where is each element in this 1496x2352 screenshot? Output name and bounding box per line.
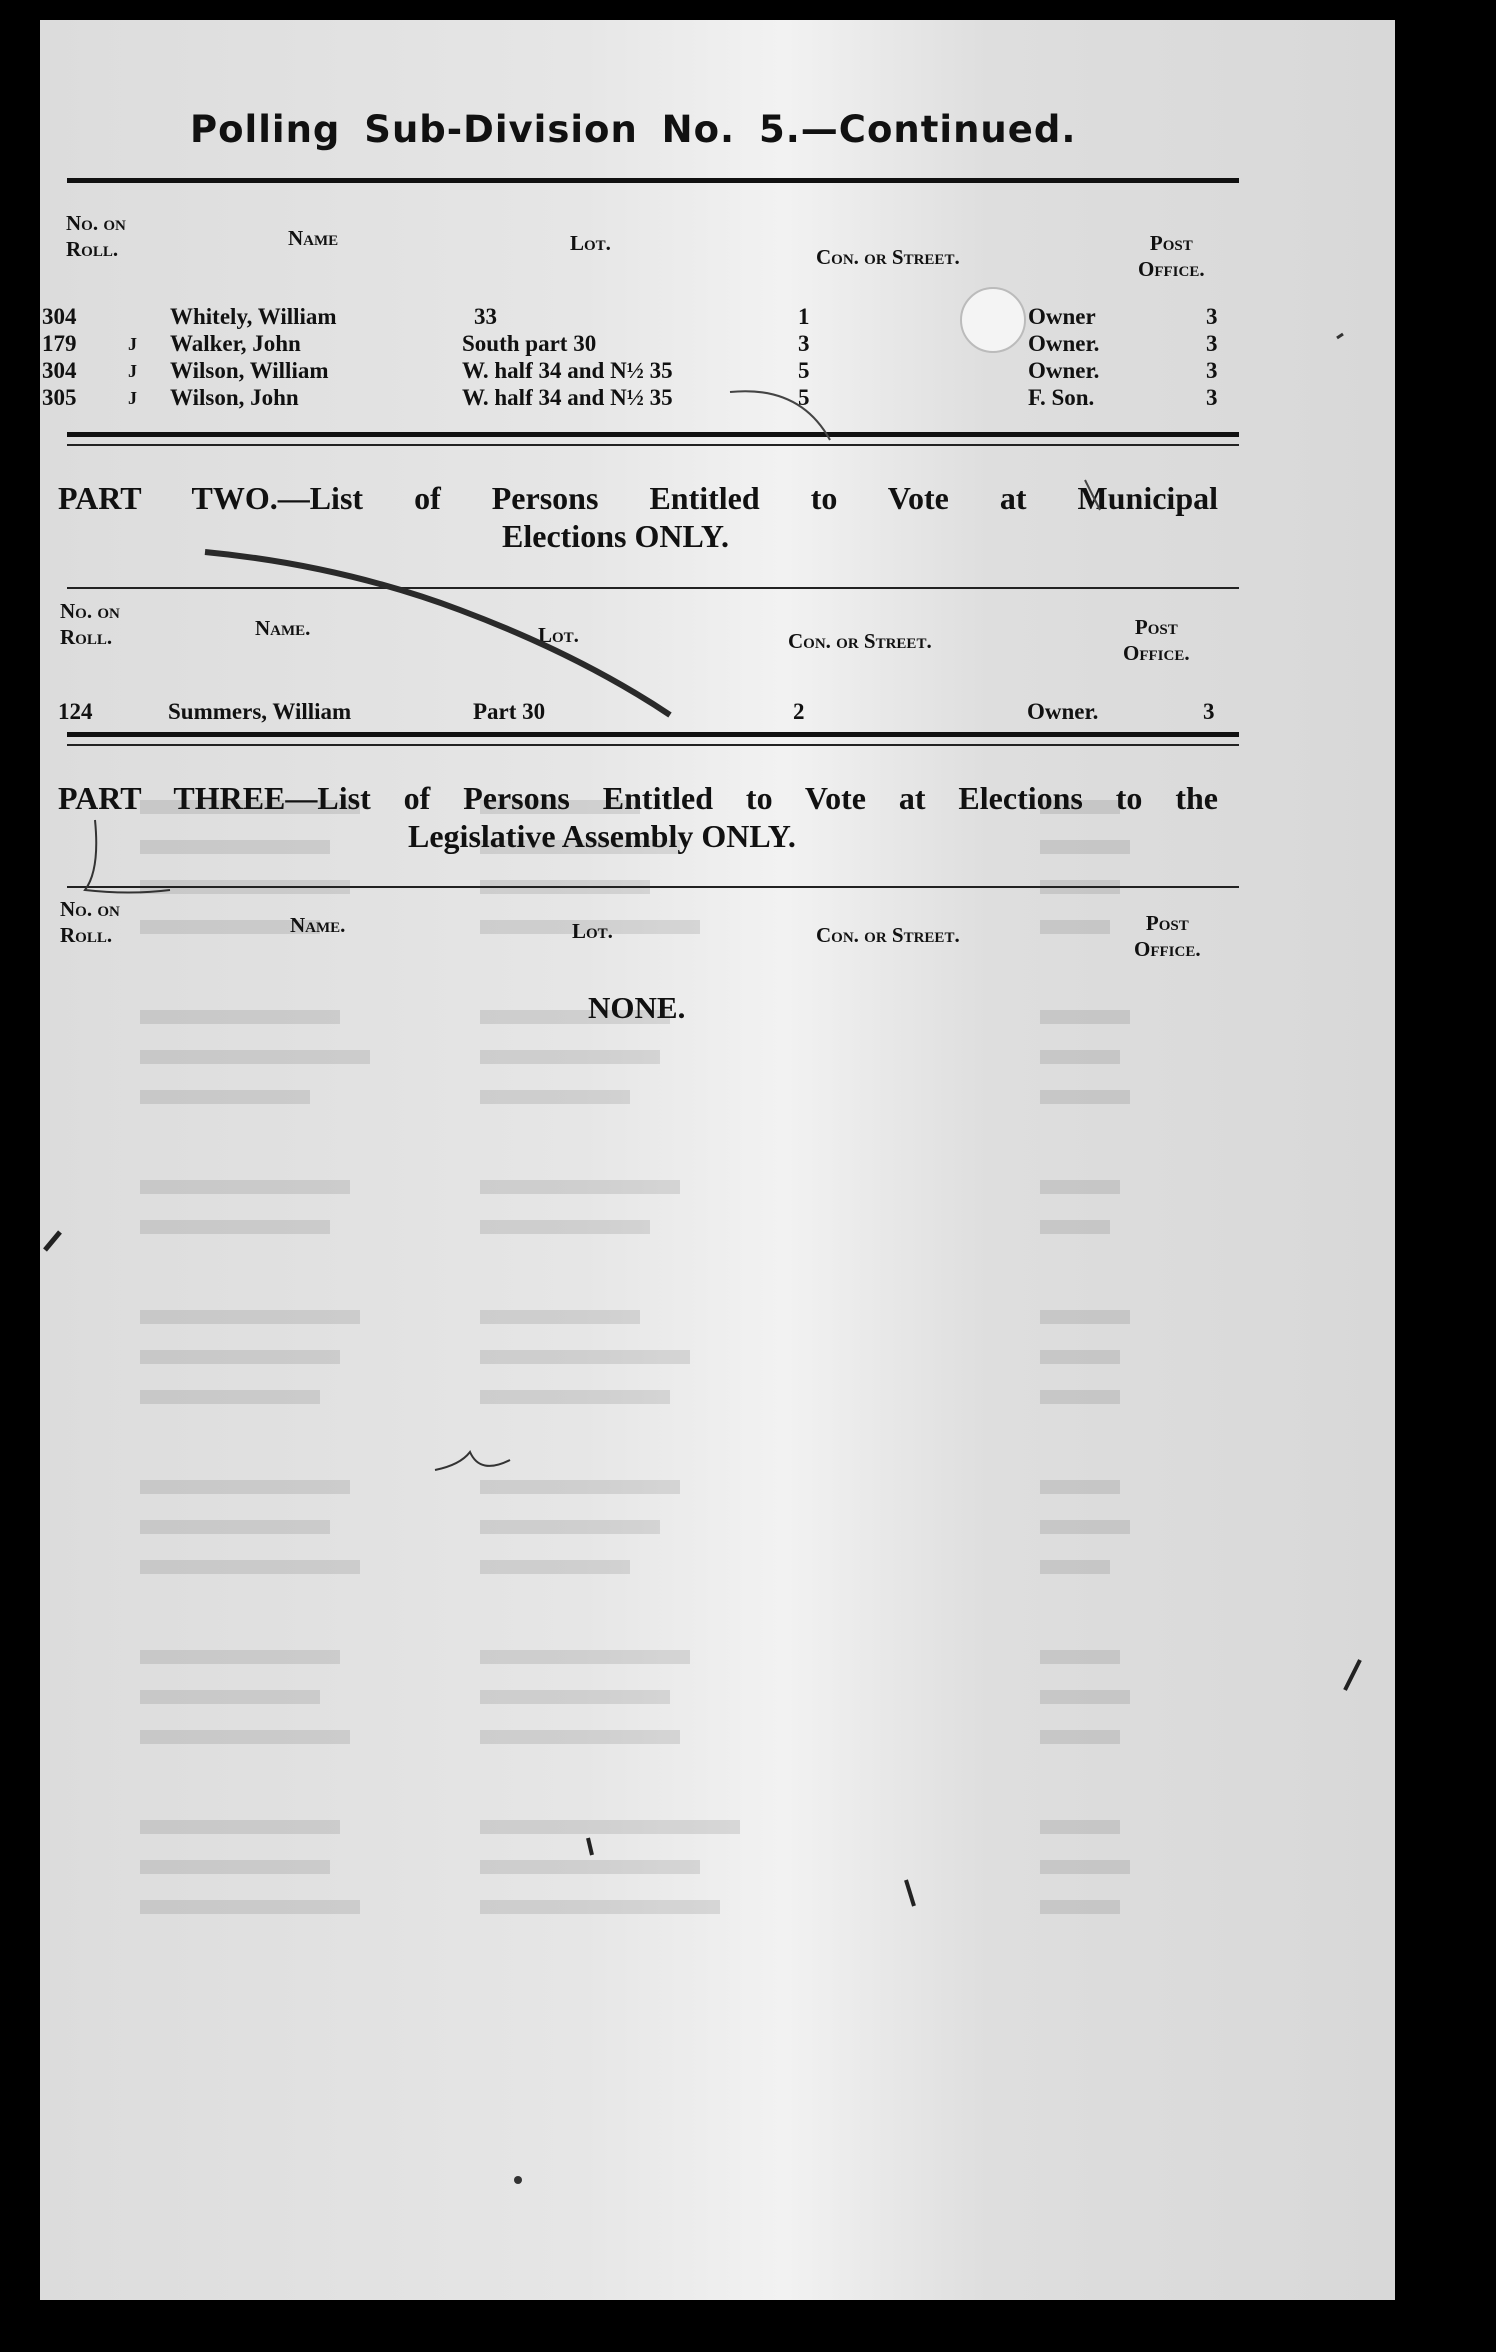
part-three-none-text: NONE. [588, 990, 686, 1025]
part-two-header-no-on-roll: No. on Roll. [60, 599, 120, 649]
row-concession: 2 [793, 699, 805, 724]
row-status: Owner [1028, 304, 1096, 329]
row-post-office: 3 [1206, 385, 1218, 410]
part-three-subtitle: Legislative Assembly ONLY. [408, 818, 796, 854]
part-two-header-con-or-street: Con. or Street. [788, 629, 932, 653]
row-lot: 33 [474, 304, 497, 329]
row-status: Owner. [1028, 358, 1100, 383]
part-three-header-lot: Lot. [572, 919, 613, 943]
row-lot: Part 30 [473, 699, 546, 724]
row-post-office: 3 [1206, 358, 1218, 383]
row-lot: W. half 34 and N½ 35 [462, 358, 673, 383]
row-mark: J [128, 334, 137, 354]
row-concession: 3 [798, 331, 810, 356]
row-name: Summers, William [168, 699, 352, 724]
row-lot: W. half 34 and N½ 35 [462, 385, 673, 410]
header-lot: Lot. [570, 231, 611, 255]
part-three-header-post-office: Post Office. [1134, 911, 1201, 961]
row-roll-number: 179 [42, 331, 77, 356]
part-two-header-name: Name. [255, 616, 311, 640]
document-page [40, 20, 1395, 2300]
header-name: Name [288, 226, 339, 250]
part-two-title: PART TWO.—List of Persons Entitled to Vote at Municipal [58, 480, 1218, 516]
row-status: Owner. [1027, 699, 1099, 724]
page-heading: Polling Sub-Division No. 5.—Continued. [190, 108, 1077, 151]
part-three-header-name: Name. [290, 913, 346, 937]
header-post-office: Post Office. [1138, 231, 1205, 281]
header-con-or-street: Con. or Street. [816, 245, 960, 269]
part-two-header-post-office: Post Office. [1123, 615, 1190, 665]
row-mark: J [128, 361, 137, 381]
margin-marks [40, 1120, 1395, 2300]
part-three-header-no-on-roll: No. on Roll. [60, 897, 120, 947]
scratch-marks [40, 20, 1395, 1120]
row-roll-number: 305 [42, 385, 77, 410]
row-lot: South part 30 [462, 331, 597, 356]
row-concession: 1 [798, 304, 810, 329]
row-roll-number: 304 [42, 358, 77, 383]
row-roll-number: 304 [42, 304, 77, 329]
row-concession: 5 [798, 358, 810, 383]
row-concession: 5 [798, 385, 810, 410]
row-name: Wilson, William [170, 358, 329, 383]
row-post-office: 3 [1206, 331, 1218, 356]
part-three-header-con-or-street: Con. or Street. [816, 923, 960, 947]
row-status: F. Son. [1028, 385, 1095, 410]
row-mark: J [128, 388, 137, 408]
row-status: Owner. [1028, 331, 1100, 356]
part-two-header-lot: Lot. [538, 623, 579, 647]
row-post-office: 3 [1203, 699, 1215, 724]
row-roll-number: 124 [58, 699, 93, 724]
row-name: Whitely, William [170, 304, 337, 329]
row-post-office: 3 [1206, 304, 1218, 329]
part-two-subtitle: Elections ONLY. [502, 518, 730, 554]
row-name: Wilson, John [170, 385, 299, 410]
header-no-on-roll: No. on Roll. [66, 211, 126, 261]
row-name: Walker, John [170, 331, 301, 356]
part-three-title: PART THREE—List of Persons Entitled to Vote at Elections to the [58, 780, 1218, 816]
